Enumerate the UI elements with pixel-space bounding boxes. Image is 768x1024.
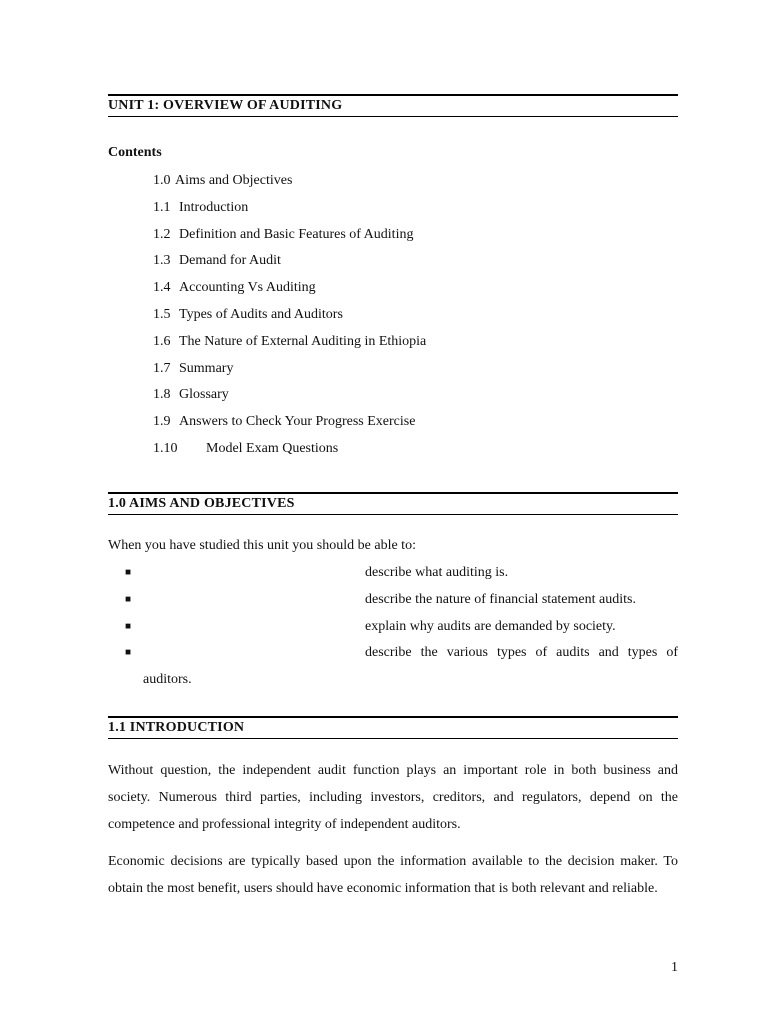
- section-heading-aims: 1.0 AIMS AND OBJECTIVES: [108, 492, 678, 515]
- paragraph: Economic decisions are typically based upon the information available to the decision maker. To obtain the most benefit, users should have economic information that is both relevant and reliable.: [108, 854, 678, 896]
- toc-item: 1.0 Aims and Objectives: [153, 173, 293, 188]
- bullet-icon: ■: [125, 594, 132, 605]
- toc-item: 1.8 Glossary: [153, 387, 229, 403]
- toc-item: 1.4 Accounting Vs Auditing: [153, 280, 316, 296]
- contents-label: Contents: [108, 145, 162, 160]
- toc-item: 1.9 Answers to Check Your Progress Exercise: [153, 414, 416, 430]
- bullet-icon: ■: [125, 647, 132, 658]
- toc-item: 1.2 Definition and Basic Features of Auditing: [153, 226, 414, 242]
- toc-item: 1.3 Demand for Audit: [153, 253, 281, 269]
- aims-intro: When you have studied this unit you should be able to:: [108, 538, 416, 553]
- objective-continuation: auditors.: [143, 672, 192, 687]
- toc-item: 1.1 Introduction: [153, 199, 249, 215]
- page-number: 1: [671, 960, 678, 975]
- toc-item: 1.7 Summary: [153, 360, 234, 376]
- unit-title: UNIT 1: OVERVIEW OF AUDITING: [108, 94, 678, 117]
- objective-item: ■ explain why audits are demanded by society.: [108, 617, 678, 637]
- toc-item: 1.10 Model Exam Questions: [153, 440, 339, 456]
- objective-item: ■ describe the nature of financial statement audits.: [108, 590, 678, 610]
- objective-item: ■ describe what auditing is.: [108, 563, 678, 583]
- paragraph: Without question, the independent audit function plays an important role in both business and society. Numerous third parties, including investors, creditors, and regulators, depend on the competence and professional integrity of independent auditors.: [108, 763, 678, 832]
- section-heading-introduction: 1.1 INTRODUCTION: [108, 716, 678, 739]
- bullet-icon: ■: [125, 621, 132, 632]
- table-of-contents: [153, 172, 426, 467]
- objective-item: ■ describe the various types of audits and types of: [108, 643, 678, 663]
- toc-item: 1.6 The Nature of External Auditing in Ethiopia: [153, 333, 427, 349]
- bullet-icon: ■: [125, 567, 132, 578]
- toc-item: 1.5 Types of Audits and Auditors: [153, 306, 343, 322]
